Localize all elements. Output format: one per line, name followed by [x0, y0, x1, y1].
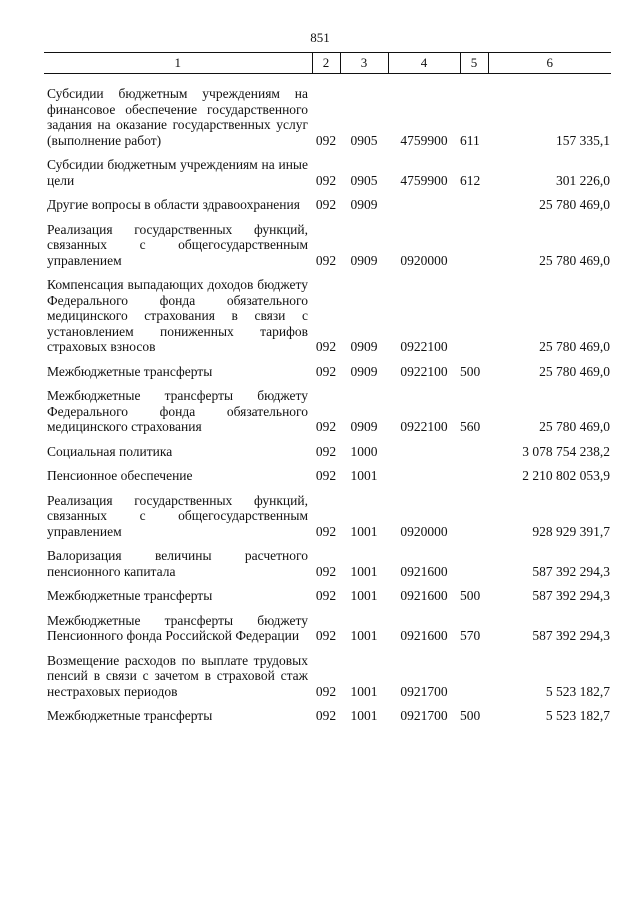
- table-row: [44, 148, 611, 188]
- row-section: 0909: [350, 339, 378, 354]
- row-section: 0909: [350, 363, 378, 379]
- row-type: [460, 268, 488, 355]
- row-target: [388, 459, 460, 484]
- row-ministry: 092: [315, 523, 337, 539]
- row-section: 1001: [350, 523, 378, 539]
- row-ministry: 092: [315, 252, 337, 268]
- row-type: [460, 644, 488, 700]
- row-ministry: 092: [315, 132, 337, 148]
- row-amount: 587 392 294,3: [532, 563, 610, 579]
- row-target: 0922100: [400, 419, 448, 434]
- row-type: 612: [460, 172, 481, 188]
- table-row: [44, 579, 611, 604]
- row-target: 0922100: [400, 363, 448, 379]
- row-section: 0905: [350, 172, 378, 188]
- row-section: 1001: [350, 628, 378, 643]
- header-col-3: 3: [340, 53, 388, 74]
- row-type: 500: [460, 363, 481, 379]
- row-name: Пенсионное обеспечение: [47, 468, 193, 483]
- row-type: [460, 484, 488, 540]
- page-number: 851: [310, 30, 330, 45]
- table-row: [44, 74, 611, 149]
- row-type: 500: [460, 588, 481, 603]
- row-section: 1001: [350, 683, 378, 699]
- row-amount: 928 929 391,7: [532, 523, 610, 539]
- table-row: [44, 644, 611, 700]
- row-amount: 25 780 469,0: [539, 419, 610, 434]
- row-amount: 2 210 802 053,9: [522, 468, 610, 483]
- row-name: Межбюджетные трансферты бюджету Федерального фонда обязательного медицинского страхования: [47, 388, 308, 434]
- row-name: Межбюджетные трансферты: [47, 363, 213, 379]
- table-row: [44, 355, 611, 380]
- row-ministry: 092: [315, 563, 337, 579]
- row-amount: 25 780 469,0: [539, 197, 610, 212]
- row-section: 1001: [350, 468, 378, 483]
- table-row: [44, 604, 611, 644]
- row-name: Компенсация выпадающих доходов бюджету Федерального фонда обязательного медицинского страхования в связи с установлением пониженных тарифов страховых взносов: [47, 277, 308, 354]
- table-header: [44, 53, 611, 74]
- row-amount: 157 335,1: [556, 132, 610, 148]
- header-col-1: 1: [44, 53, 312, 74]
- row-ministry: 092: [315, 468, 337, 483]
- row-section: 0909: [350, 197, 378, 212]
- row-type: 611: [460, 132, 480, 148]
- header-col-6: 6: [488, 53, 611, 74]
- row-ministry: 092: [315, 628, 337, 643]
- row-name: Валоризация величины расчетного пенсионного капитала: [47, 548, 308, 579]
- row-target: 4759900: [400, 172, 448, 188]
- row-target: [388, 188, 460, 213]
- budget-table: [44, 52, 611, 724]
- row-amount: 5 523 182,7: [545, 708, 610, 723]
- table-row: [44, 213, 611, 269]
- row-type: [460, 213, 488, 269]
- row-section: 0909: [350, 419, 378, 434]
- row-target: 0921600: [400, 563, 448, 579]
- row-ministry: 092: [315, 683, 337, 699]
- row-type: 500: [460, 708, 481, 723]
- row-amount: 25 780 469,0: [539, 339, 610, 354]
- row-type: [460, 459, 488, 484]
- row-name: Другие вопросы в области здравоохранения: [47, 197, 300, 212]
- row-target: 0920000: [400, 523, 448, 539]
- table-row: [44, 379, 611, 435]
- row-amount: 3 078 754 238,2: [522, 443, 610, 459]
- row-amount: 587 392 294,3: [532, 628, 610, 643]
- table-row: [44, 484, 611, 540]
- row-type: 560: [460, 419, 481, 434]
- row-type: [460, 435, 488, 460]
- row-target: 0921600: [400, 628, 448, 643]
- row-name: Межбюджетные трансферты: [47, 588, 213, 603]
- row-name: Возмещение расходов по выплате трудовых пенсий в связи с зачетом в страховой стаж нестраховых периодов: [47, 652, 308, 699]
- row-ministry: 092: [315, 588, 337, 603]
- header-col-4: 4: [388, 53, 460, 74]
- table-row: [44, 699, 611, 724]
- row-type: [460, 188, 488, 213]
- row-section: 1001: [350, 708, 378, 723]
- row-ministry: 092: [315, 339, 337, 354]
- row-ministry: 092: [315, 443, 337, 459]
- row-target: 0921600: [400, 588, 448, 603]
- row-amount: 5 523 182,7: [545, 683, 610, 699]
- row-target: 0921700: [400, 683, 448, 699]
- table-row: [44, 435, 611, 460]
- row-type: 570: [460, 628, 481, 643]
- table-row: [44, 539, 611, 579]
- row-target: 0922100: [400, 339, 448, 354]
- row-section: 0909: [350, 252, 378, 268]
- row-name: Реализация государственных функций, связанных с общегосударственным управлением: [47, 492, 308, 539]
- row-amount: 25 780 469,0: [539, 252, 610, 268]
- row-target: 0921700: [400, 708, 448, 723]
- row-type: [460, 539, 488, 579]
- row-ministry: 092: [315, 708, 337, 723]
- row-name: Межбюджетные трансферты бюджету Пенсионного фонда Российской Федерации: [47, 612, 308, 643]
- row-section: 1001: [350, 588, 378, 603]
- row-amount: 587 392 294,3: [532, 588, 610, 603]
- row-ministry: 092: [315, 419, 337, 434]
- row-section: 0905: [350, 132, 378, 148]
- row-amount: 301 226,0: [556, 172, 610, 188]
- row-name: Субсидии бюджетным учреждениям на иные цели: [47, 157, 308, 188]
- row-amount: 25 780 469,0: [539, 363, 610, 379]
- row-target: [388, 435, 460, 460]
- row-target: 0920000: [400, 252, 448, 268]
- row-name: Социальная политика: [47, 443, 173, 459]
- row-ministry: 092: [315, 363, 337, 379]
- row-section: 1001: [350, 563, 378, 579]
- row-name: Субсидии бюджетным учреждениям на финансовое обеспечение государственного задания на оказание государственных услуг (выполнение работ): [47, 86, 308, 148]
- row-section: 1000: [350, 443, 378, 459]
- header-col-5: 5: [460, 53, 488, 74]
- row-name: Реализация государственных функций, связанных с общегосударственным управлением: [47, 221, 308, 268]
- table-row: [44, 188, 611, 213]
- table-row: [44, 268, 611, 355]
- header-col-2: 2: [312, 53, 340, 74]
- row-target: 4759900: [400, 132, 448, 148]
- row-name: Межбюджетные трансферты: [47, 708, 213, 723]
- row-ministry: 092: [315, 172, 337, 188]
- row-ministry: 092: [315, 197, 337, 212]
- table-row: [44, 459, 611, 484]
- table-body: [44, 74, 611, 724]
